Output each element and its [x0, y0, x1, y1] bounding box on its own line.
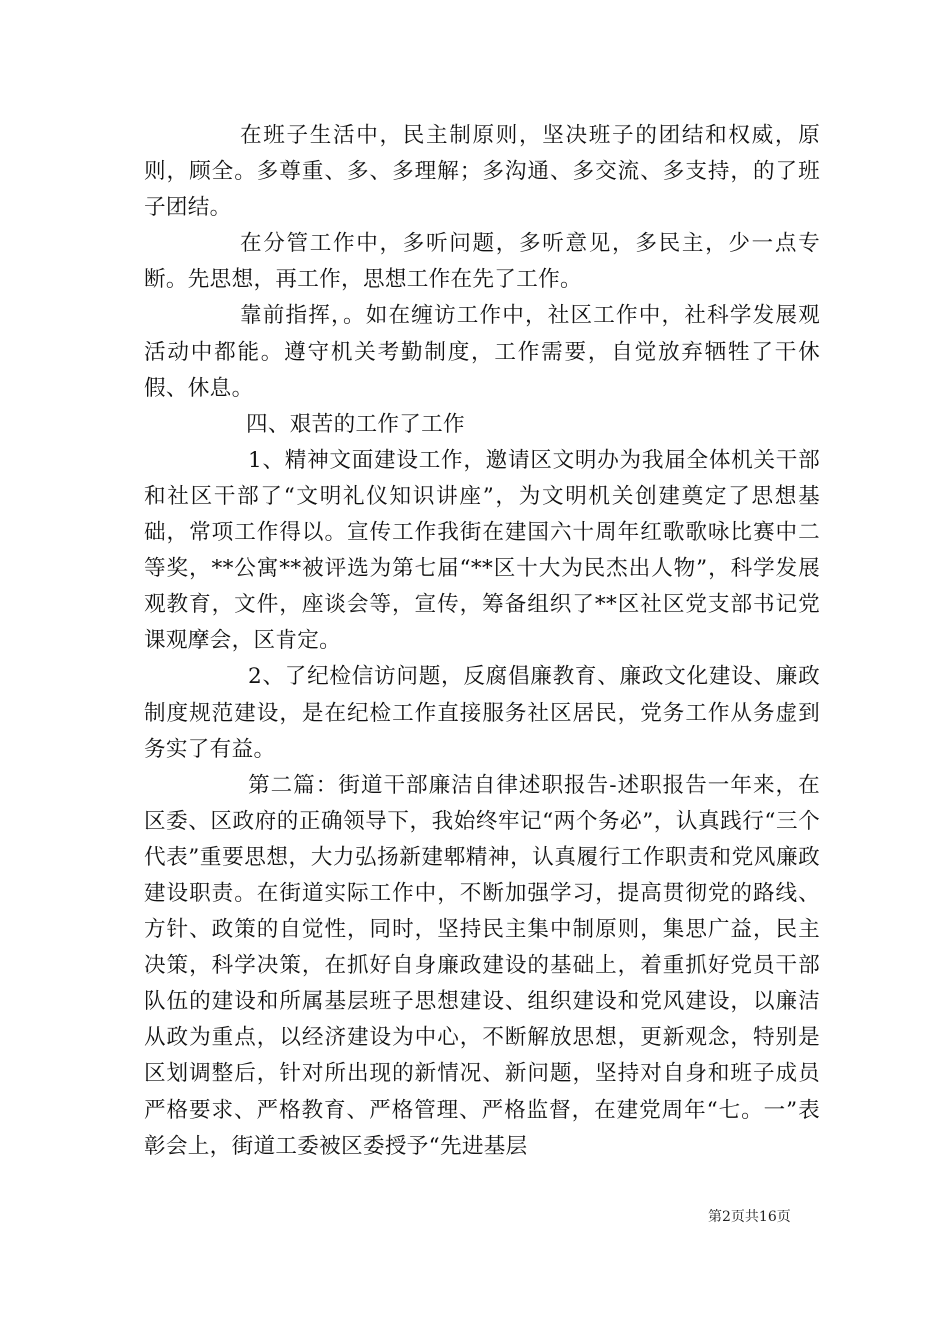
body-text — [144, 118, 820, 1165]
paragraph-item-2: 2、了纪检信访问题，反腐倡廉教育、廉政文化建设、廉政制度规范建设，是在纪检工作直接服务社区居民，党务工作从务虚到务实了有益。 — [144, 664, 820, 762]
paragraph-item-1: 1、精神文面建设工作，邀请区文明办为我届全体机关干部和社区干部了“文明礼仪知识讲座”，为文明机关创建奠定了思想基础，常项工作得以。宣传工作我街在建国六十周年红歌歌咏比赛中二等奖，**公寓**被评选为第七届“**区十大为民杰出人物”，科学发展观教育，文件，座谈会等，宣传，筹备组织了**区社区党支部书记党课观摩会，区肯定。 — [144, 447, 820, 654]
section-heading-4: 四、艰苦的工作了工作 — [246, 411, 465, 437]
paragraph-management: 在分管工作中，多听问题，多听意见，多民主，少一点专断。先思想，再工作，思想工作在先了工作。 — [144, 231, 820, 293]
paragraph-team-life: 在班子生活中，民主制原则，坚决班子的团结和权威，原则，顾全。多尊重、多、多理解；多沟通、多交流、多支持，的了班子团结。 — [144, 123, 820, 221]
paragraph-second-article: 第二篇：街道干部廉洁自律述职报告-述职报告一年来，在区委、区政府的正确领导下，我始终牢记“两个务必”，认真践行“三个代表”重要思想，大力弘扬新建郫精神，认真履行工作职责和党风廉政建设职责。在街道实际工作中，不断加强学习，提高贯彻党的路线、方针、政策的自觉性，同时，坚持民主集中制原则，集思广益，民主决策，科学决策，在抓好自身廉政建设的基础上，着重抓好党员干部队伍的建设和所属基层班子思想建设、组织建设和党风建设，以廉洁从政为重点，以经济建设为中心，不断解放思想，更新观念，特别是区划调整后，针对所出现的新情况、新问题，坚持对自身和班子成员严格要求、严格教育、严格管理、严格监督，在建党周年“七。一”表彰会上，街道工委被区委授予“先进基层 — [144, 772, 820, 1159]
paragraph-front-line: 靠前指挥，。如在缠访工作中，社区工作中，社科学发展观活动中都能。遵守机关考勤制度，工作需要，自觉放弃牺牲了干休假、休息。 — [144, 303, 820, 401]
page-number: 第2页共16页 — [708, 1209, 791, 1225]
